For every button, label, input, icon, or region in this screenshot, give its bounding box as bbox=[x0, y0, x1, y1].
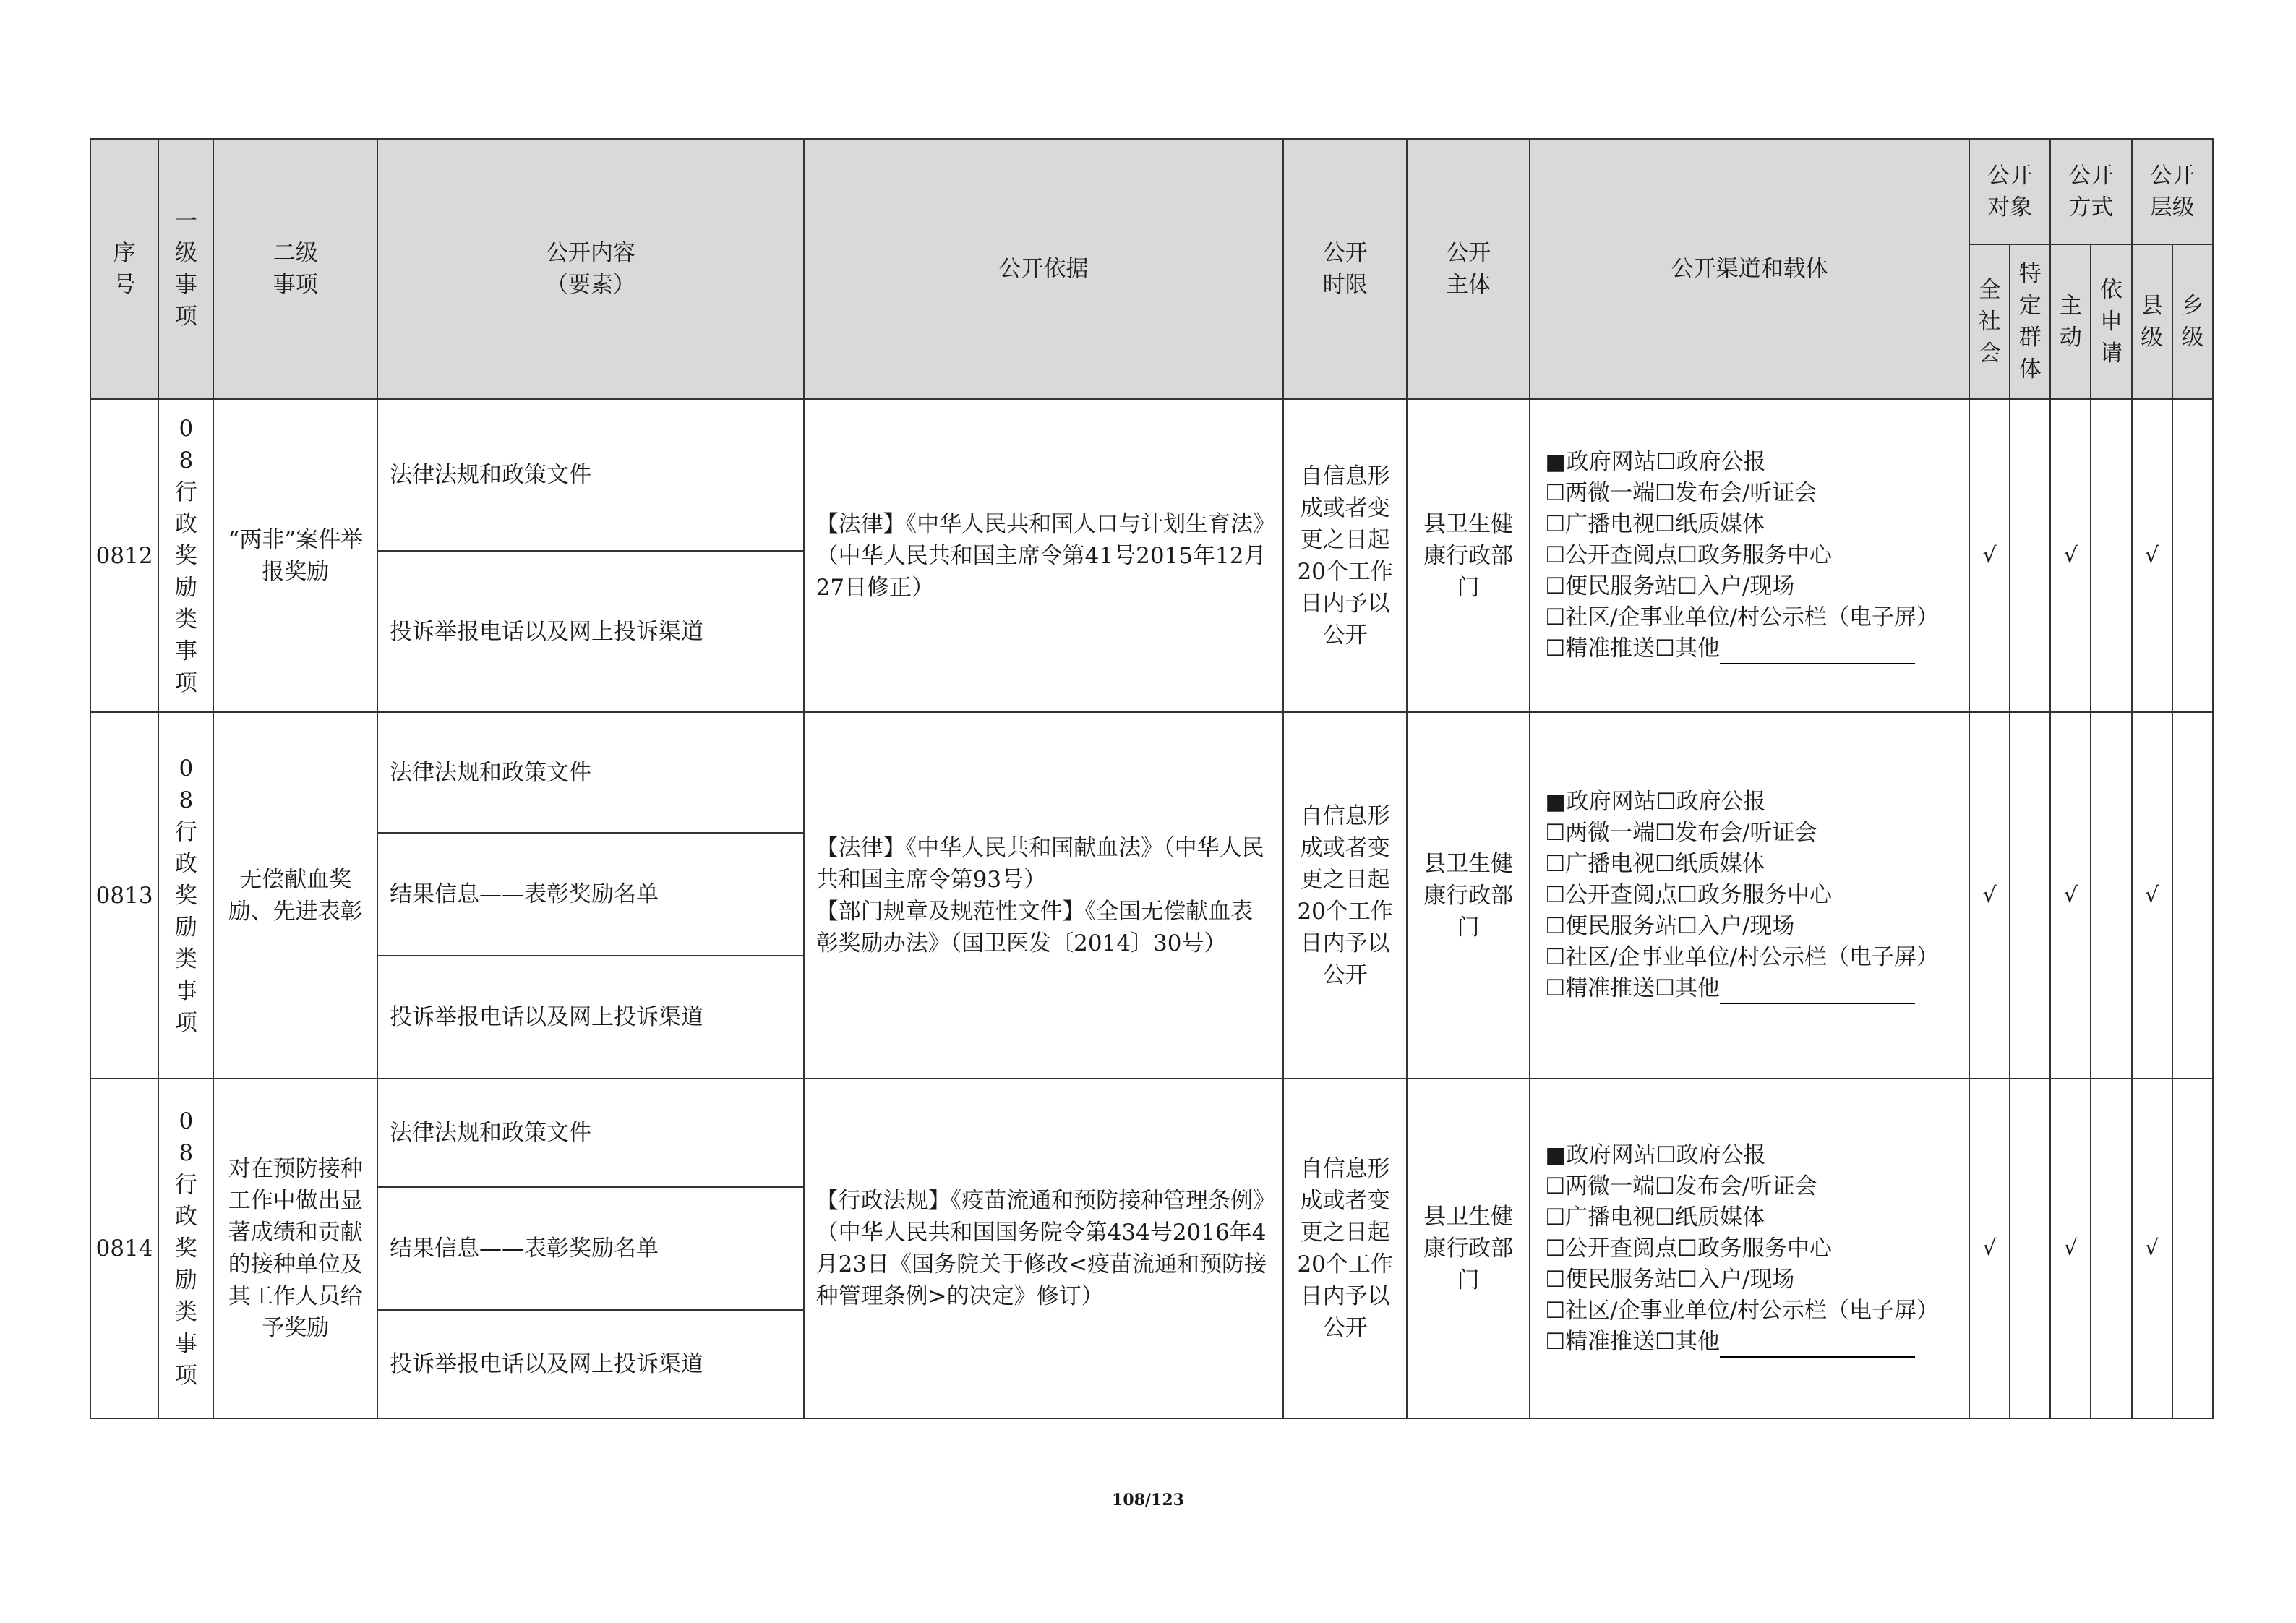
other-blank-line bbox=[1720, 1335, 1915, 1358]
basis-cell bbox=[804, 1079, 1284, 1418]
basis-text: 【法律】《中华人民共和国献血法》（中华人民共和国主席令第93号） bbox=[815, 834, 1264, 893]
header-method-active: 主动 bbox=[2050, 244, 2091, 399]
channel-line bbox=[1545, 447, 1969, 478]
level1-text: 08行政奖励类事项 bbox=[174, 755, 197, 1036]
channel-text: ☐精准推送☐其他 bbox=[1545, 975, 1720, 1001]
check-method-active: √ bbox=[2050, 1079, 2091, 1418]
header-content: 公开内容 （要素） bbox=[377, 139, 804, 399]
other-blank-line bbox=[1720, 641, 1915, 664]
header-level1: 一级事项 bbox=[158, 139, 213, 399]
content-cell: 法律法规和政策文件 bbox=[377, 712, 804, 833]
content-cell: 法律法规和政策文件 bbox=[377, 399, 804, 551]
channel-text: ■政府网站☐政府公报 bbox=[1545, 449, 1766, 475]
channel-text: ☐广播电视☐纸质媒体 bbox=[1545, 511, 1765, 537]
channel-text: ☐精准推送☐其他 bbox=[1545, 1328, 1720, 1355]
channel-line bbox=[1545, 1140, 1969, 1171]
channel-line bbox=[1545, 633, 1969, 664]
level1-cell bbox=[158, 399, 213, 712]
time-limit-cell: 自信息形成或者变更之日起20个工作日内予以公开 bbox=[1283, 712, 1406, 1079]
channel-line bbox=[1545, 973, 1969, 1004]
level2-cell: “两非”案件举报奖励 bbox=[213, 399, 377, 712]
time-limit-cell: 自信息形成或者变更之日起20个工作日内予以公开 bbox=[1283, 399, 1406, 712]
content-cell: 结果信息——表彰奖励名单 bbox=[377, 833, 804, 956]
channel-line bbox=[1545, 1264, 1969, 1296]
basis-cell bbox=[804, 399, 1284, 712]
channel-line bbox=[1545, 1327, 1969, 1358]
seq-cell: 0814 bbox=[90, 1079, 158, 1418]
channel-line bbox=[1545, 540, 1969, 571]
channels-cell bbox=[1530, 399, 1969, 712]
channel-line bbox=[1545, 1171, 1969, 1202]
channel-line bbox=[1545, 880, 1969, 911]
check-method-request bbox=[2091, 1079, 2131, 1418]
check-target-all: √ bbox=[1969, 712, 2010, 1079]
subject-cell: 县卫生健康行政部门 bbox=[1407, 712, 1530, 1079]
basis-text: 【行政法规】《疫苗流通和预防接种管理条例》（中华人民共和国国务院令第434号2016年4月23日《国务院关于修改<疫苗流通和预防接种管理条例>的决定》修订） bbox=[815, 1188, 1267, 1309]
check-method-active: √ bbox=[2050, 399, 2091, 712]
check-target-specific bbox=[2010, 399, 2050, 712]
content-cell: 法律法规和政策文件 bbox=[377, 1079, 804, 1187]
header-level-county: 县级 bbox=[2132, 244, 2172, 399]
seq-cell: 0812 bbox=[90, 399, 158, 712]
header-method: 公开 方式 bbox=[2050, 139, 2131, 244]
channel-text: ■政府网站☐政府公报 bbox=[1545, 1142, 1766, 1168]
check-target-specific bbox=[2010, 1079, 2050, 1418]
channel-line bbox=[1545, 571, 1969, 602]
check-level-county: √ bbox=[2132, 399, 2172, 712]
channel-line bbox=[1545, 1296, 1969, 1327]
check-level-town bbox=[2172, 712, 2213, 1079]
check-target-all: √ bbox=[1969, 399, 2010, 712]
header-target-all: 全社会 bbox=[1969, 244, 2010, 399]
channel-text: ☐广播电视☐纸质媒体 bbox=[1545, 1204, 1765, 1230]
header-target: 公开 对象 bbox=[1969, 139, 2050, 244]
channel-text: ■政府网站☐政府公报 bbox=[1545, 789, 1766, 815]
channel-text: ☐便民服务站☐入户/现场 bbox=[1545, 913, 1795, 939]
channel-text: ☐广播电视☐纸质媒体 bbox=[1545, 851, 1765, 877]
channel-line bbox=[1545, 787, 1969, 818]
header-basis: 公开依据 bbox=[804, 139, 1284, 399]
subject-cell: 县卫生健康行政部门 bbox=[1407, 1079, 1530, 1418]
disclosure-table bbox=[90, 138, 2214, 1419]
level2-cell: 对在预防接种工作中做出显著成绩和贡献的接种单位及其工作人员给予奖励 bbox=[213, 1079, 377, 1418]
page-number: 108/123 bbox=[1112, 1491, 1184, 1509]
header-level-town: 乡级 bbox=[2172, 244, 2213, 399]
channel-text: ☐公开查阅点☐政务服务中心 bbox=[1545, 542, 1832, 568]
check-method-request bbox=[2091, 399, 2131, 712]
channels-cell bbox=[1530, 1079, 1969, 1418]
level1-cell bbox=[158, 712, 213, 1079]
header-level2: 二级 事项 bbox=[213, 139, 377, 399]
subject-cell: 县卫生健康行政部门 bbox=[1407, 399, 1530, 712]
channel-line bbox=[1545, 478, 1969, 509]
check-method-request bbox=[2091, 712, 2131, 1079]
basis-text: 【部门规章及规范性文件】《全国无偿献血表彰奖励办法》（国卫医发〔2014〕30号） bbox=[815, 898, 1254, 956]
basis-text: 【法律】《中华人民共和国人口与计划生育法》（中华人民共和国主席令第41号2015年12月27日修正） bbox=[815, 510, 1267, 601]
level2-cell: 无偿献血奖励、先进表彰 bbox=[213, 712, 377, 1079]
channel-text: ☐公开查阅点☐政务服务中心 bbox=[1545, 1235, 1832, 1262]
channel-line bbox=[1545, 1233, 1969, 1264]
check-level-town bbox=[2172, 399, 2213, 712]
basis-cell bbox=[804, 712, 1284, 1079]
check-target-all: √ bbox=[1969, 1079, 2010, 1418]
time-limit-cell: 自信息形成或者变更之日起20个工作日内予以公开 bbox=[1283, 1079, 1406, 1418]
channel-text: ☐精准推送☐其他 bbox=[1545, 635, 1720, 661]
channels-cell bbox=[1530, 712, 1969, 1079]
channel-line bbox=[1545, 849, 1969, 880]
channel-line bbox=[1545, 602, 1969, 633]
channel-text: ☐社区/企事业单位/村公示栏（电子屏） bbox=[1545, 944, 1940, 970]
channel-text: ☐社区/企事业单位/村公示栏（电子屏） bbox=[1545, 1297, 1940, 1324]
channel-line bbox=[1545, 942, 1969, 973]
header-subject: 公开 主体 bbox=[1407, 139, 1530, 399]
content-cell: 投诉举报电话以及网上投诉渠道 bbox=[377, 551, 804, 712]
channel-line bbox=[1545, 509, 1969, 540]
seq-cell: 0813 bbox=[90, 712, 158, 1079]
channel-text: ☐两微一端☐发布会/听证会 bbox=[1545, 820, 1817, 846]
header-method-request: 依申请 bbox=[2091, 244, 2131, 399]
channel-text: ☐两微一端☐发布会/听证会 bbox=[1545, 480, 1817, 506]
table-row bbox=[90, 399, 2213, 551]
table-row bbox=[90, 712, 2213, 833]
channel-text: ☐便民服务站☐入户/现场 bbox=[1545, 573, 1795, 599]
header-seq: 序号 bbox=[90, 139, 158, 399]
check-level-county: √ bbox=[2132, 1079, 2172, 1418]
header-target-specific: 特定群体 bbox=[2010, 244, 2050, 399]
check-level-county: √ bbox=[2132, 712, 2172, 1079]
level1-text: 08行政奖励类事项 bbox=[174, 1108, 197, 1389]
level1-cell bbox=[158, 1079, 213, 1418]
check-method-active: √ bbox=[2050, 712, 2091, 1079]
content-cell: 投诉举报电话以及网上投诉渠道 bbox=[377, 1310, 804, 1418]
channel-text: ☐便民服务站☐入户/现场 bbox=[1545, 1266, 1795, 1293]
channel-text: ☐公开查阅点☐政务服务中心 bbox=[1545, 882, 1832, 908]
channel-text: ☐社区/企事业单位/村公示栏（电子屏） bbox=[1545, 604, 1940, 630]
channel-line bbox=[1545, 1202, 1969, 1233]
check-level-town bbox=[2172, 1079, 2213, 1418]
content-cell: 投诉举报电话以及网上投诉渠道 bbox=[377, 956, 804, 1079]
channel-line bbox=[1545, 818, 1969, 849]
channel-text: ☐两微一端☐发布会/听证会 bbox=[1545, 1173, 1817, 1199]
level1-text: 08行政奖励类事项 bbox=[174, 415, 197, 696]
check-target-specific bbox=[2010, 712, 2050, 1079]
header-level: 公开 层级 bbox=[2132, 139, 2213, 244]
header-time-limit: 公开 时限 bbox=[1283, 139, 1406, 399]
table-row bbox=[90, 1079, 2213, 1187]
header-channels: 公开渠道和载体 bbox=[1530, 139, 1969, 399]
channel-line bbox=[1545, 911, 1969, 942]
other-blank-line bbox=[1720, 981, 1915, 1004]
content-cell: 结果信息——表彰奖励名单 bbox=[377, 1187, 804, 1310]
